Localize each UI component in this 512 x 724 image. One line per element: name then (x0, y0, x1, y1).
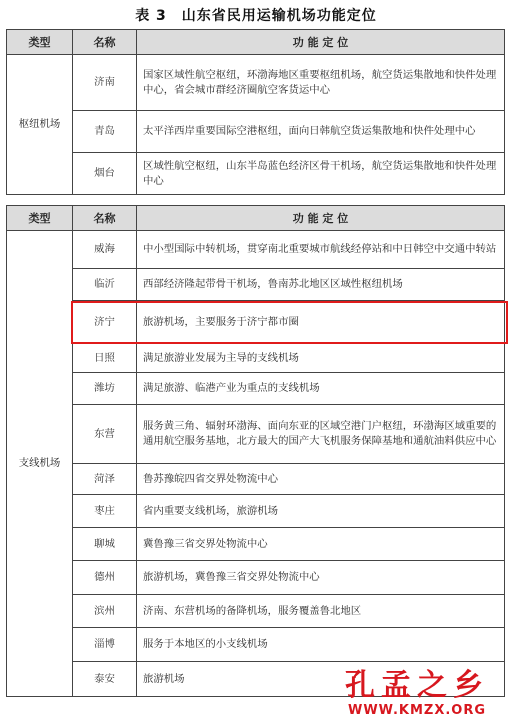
table-caption: 表 3 山东省民用运输机场功能定位 (135, 8, 377, 24)
airport-name: 济南 (73, 55, 137, 111)
airport-function: 旅游机场，冀鲁豫三省交界处物流中心 (137, 561, 505, 595)
table-header-row (7, 206, 505, 231)
airport-function: 中小型国际中转机场，贯穿南北重要城市航线经停站和中日韩空中交通中转站 (137, 231, 505, 269)
airport-function: 西部经济隆起带骨干机场，鲁南苏北地区区域性枢纽机场 (137, 269, 505, 301)
category-cell-feeder: 支线机场 (7, 231, 73, 697)
table-row-highlighted (7, 301, 505, 344)
airport-name: 枣庄 (73, 495, 137, 528)
airport-function: 国家区域性航空枢纽，环渤海地区重要枢纽机场，航空货运集散地和快件处理中心，省会城市群经济圈航空客货运中心 (137, 55, 505, 111)
header-type: 类型 (7, 30, 73, 55)
watermark (332, 669, 502, 718)
header-name: 名称 (73, 30, 137, 55)
airport-function: 省内重要支线机场，旅游机场 (137, 495, 505, 528)
hub-airports-table (6, 29, 505, 195)
table-row (7, 153, 505, 195)
airport-name: 德州 (73, 561, 137, 595)
category-cell-hub: 枢纽机场 (7, 55, 73, 195)
header-type: 类型 (7, 206, 73, 231)
table-row (7, 464, 505, 495)
header-function: 功 能 定 位 (137, 30, 505, 55)
airport-name: 滨州 (73, 595, 137, 628)
table-row (7, 231, 505, 269)
table-row (7, 595, 505, 628)
airport-name: 威海 (73, 231, 137, 269)
header-name: 名称 (73, 206, 137, 231)
feeder-airports-table (6, 205, 505, 697)
table-row (7, 344, 505, 373)
table-header-row (7, 30, 505, 55)
airport-name: 日照 (73, 344, 137, 373)
airport-function: 冀鲁豫三省交界处物流中心 (137, 528, 505, 561)
table-row (7, 561, 505, 595)
airport-name: 菏泽 (73, 464, 137, 495)
airport-function: 满足旅游、临港产业为重点的支线机场 (137, 373, 505, 405)
airport-name: 济宁 (73, 301, 137, 344)
airport-function: 服务黄三角、辐射环渤海、面向东亚的区域空港门户枢纽，环渤海区域重要的通用航空服务基地，北方最大的国产大飞机服务保障基地和通航油料供应中心 (137, 405, 505, 464)
table-row (7, 373, 505, 405)
table-row (7, 111, 505, 153)
airport-name: 临沂 (73, 269, 137, 301)
airport-function: 太平洋西岸重要国际空港枢纽，面向日韩航空货运集散地和快件处理中心 (137, 111, 505, 153)
table-row (7, 528, 505, 561)
table-row (7, 405, 505, 464)
table-row (7, 55, 505, 111)
airport-name: 青岛 (73, 111, 137, 153)
watermark-url: WWW.KMZX.ORG (347, 703, 487, 718)
airport-name: 潍坊 (73, 373, 137, 405)
airport-function: 满足旅游业发展为主导的支线机场 (137, 344, 505, 373)
airport-name: 烟台 (73, 153, 137, 195)
airport-function: 旅游机场 (137, 662, 505, 697)
airport-function: 服务于本地区的小支线机场 (137, 628, 505, 662)
watermark-logo-text: 孔孟之乡 (345, 668, 489, 703)
airport-function: 区域性航空枢纽，山东半岛蓝色经济区骨干机场，航空货运集散地和快件处理中心 (137, 153, 505, 195)
header-function: 功 能 定 位 (137, 206, 505, 231)
table-row (7, 628, 505, 662)
table-row (7, 495, 505, 528)
airport-name: 聊城 (73, 528, 137, 561)
airport-name: 东营 (73, 405, 137, 464)
airport-name: 淄博 (73, 628, 137, 662)
airport-function: 济南、东营机场的备降机场，服务覆盖鲁北地区 (137, 595, 505, 628)
table-row (7, 269, 505, 301)
airport-function: 旅游机场，主要服务于济宁都市圈 (137, 301, 505, 344)
airport-function: 鲁苏豫皖四省交界处物流中心 (137, 464, 505, 495)
airport-name: 泰安 (73, 662, 137, 697)
